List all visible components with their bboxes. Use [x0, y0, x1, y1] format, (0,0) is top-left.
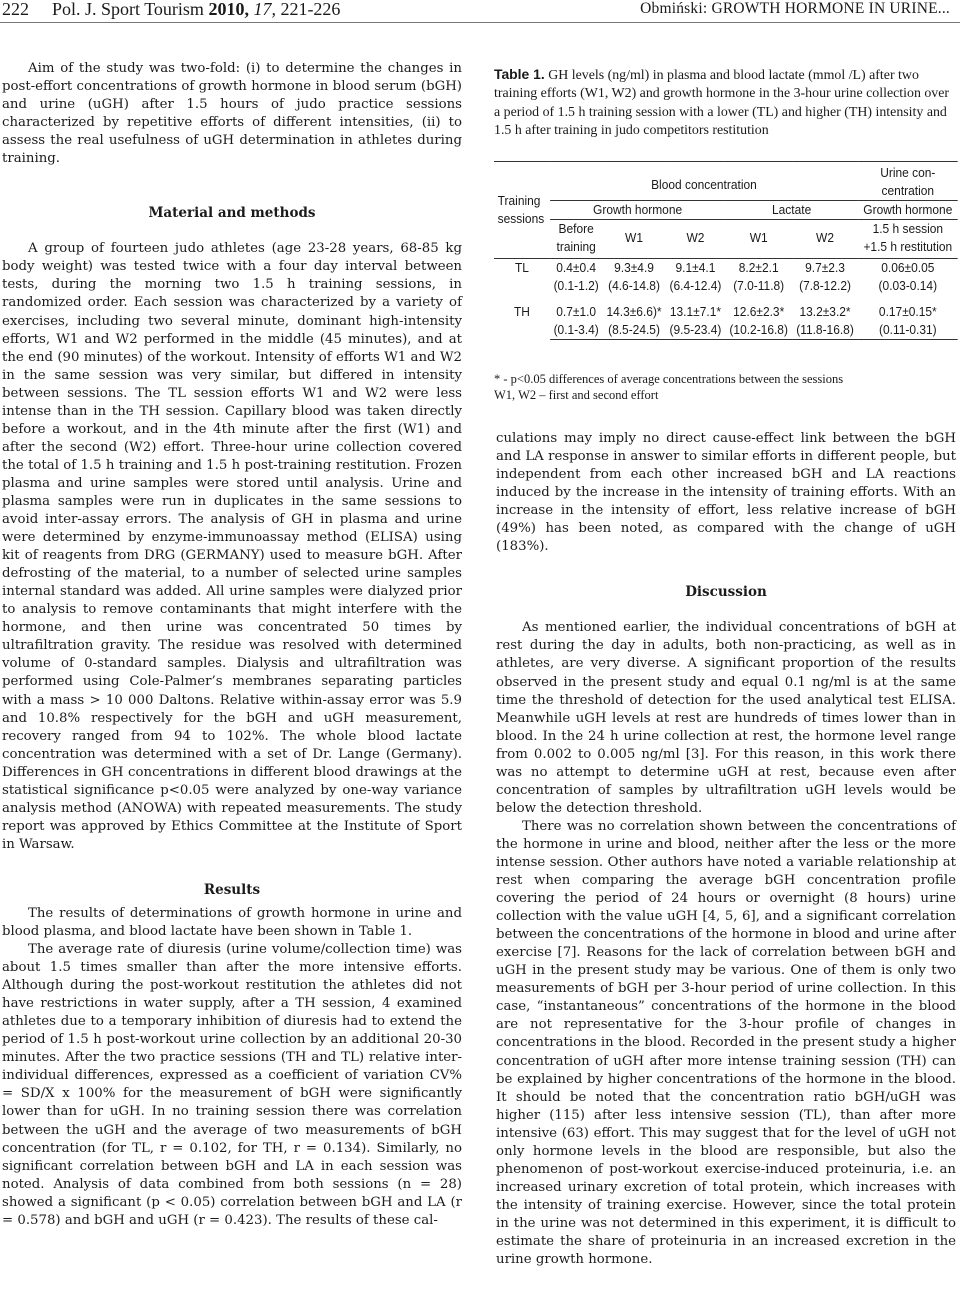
- cell-tl-la-w1-range: (7.0-11.8): [733, 278, 785, 293]
- header-rule: [0, 22, 960, 23]
- cell-tl-la-w1: 8.2±2.1: [725, 259, 792, 278]
- header-la-w1: W1: [749, 230, 768, 245]
- header-blood-concentration: Blood concentration: [550, 162, 858, 201]
- header-training-word: training: [556, 239, 596, 254]
- cell-th-la-w2-range: (11.8-16.8): [792, 321, 858, 340]
- cell-th-gh-w1-range: (8.5-24.5): [602, 321, 665, 340]
- journal-citation: [52, 0, 340, 20]
- table-label: Table 1.: [494, 66, 545, 82]
- footnote-efforts: W1, W2 – first and second effort: [494, 387, 659, 402]
- journal-year: 2010,: [208, 0, 249, 19]
- cell-th-gh-w2: 13.1±7.1*: [669, 304, 722, 319]
- journal-volume: 17,: [253, 0, 276, 19]
- header-urine-line-1: Urine con-: [880, 165, 936, 180]
- cell-th-urine-range: (0.11-0.31): [858, 321, 958, 340]
- table-row-spacer: [494, 295, 958, 303]
- cell-session-tl: TL: [494, 259, 550, 296]
- header-la-w2: W2: [816, 230, 834, 245]
- cell-th-gh-w2-range: (9.5-23.4): [666, 321, 726, 340]
- running-title: Obmiński: GROWTH HORMONE IN URINE...: [640, 0, 950, 17]
- methods-heading: Material and methods: [148, 205, 316, 222]
- header-rest-line-1: 1.5 h session: [872, 221, 944, 236]
- header-growth-hormone-urine: Growth hormone: [858, 201, 958, 220]
- cell-th-before: 0.7±1.0: [556, 304, 597, 319]
- results-paragraph-1: The results of determinations of growth hormone in urine and blood plasma, and blood lactate have been shown in Table 1.: [2, 905, 462, 940]
- discussion-heading: Discussion: [685, 584, 767, 601]
- aim-paragraph: Aim of the study was two-fold: (i) to determine the changes in post-effort concentrations of growth hormone in blood serum (bGH) and urine (uGH) after 1.5 hours of judo practice sessions characterized by repetitive efforts of different intensities, (ii) to assess the real usefulness of uGH determination in athletes during training.: [2, 61, 462, 167]
- table-row-tl-range: [494, 277, 958, 295]
- journal-name: Pol. J. Sport Tourism: [52, 0, 204, 19]
- header-before-training: [550, 220, 603, 257]
- cell-tl-la-w2-range: (7.8-12.2): [799, 278, 851, 293]
- cell-tl-la-w2: 9.7±2.3: [792, 259, 858, 278]
- results-paragraph-2: The average rate of diuresis (urine volume/collection time) was about 1.5 times smaller than after the more intensive efforts. Although during the post-workout restitution the athletes did not have restrictions in water supply, after a TH session, 4 examined athletes due to a temporary inhibition of diuresis had to extend the period of 1.5 h post-workout urine collection by an additional 20-30 minutes. After the two practice sessions (TH and TL) relative inter-individual differences, expressed as a coefficient of variation CV% = SD/X x 100% for the measurement of bGH were significantly lower than for uGH. In no training session there was correlation between the uGH and the average of two measurements of bGH concentration (for TL, r = 0.102, for TH, r = 0.134). Similarly, no significant correlation between bGH and LA in each session was noted. Analysis of data combined from both sessions (n = 28) showed a significant (p < 0.05) correlation between bGH and LA (r = 0.578) and bGH and uGH (r = 0.423). The results of these cal-: [2, 942, 462, 1228]
- header-sessions: sessions: [497, 211, 545, 226]
- cell-tl-gh-w1-range: (4.6-14.8): [608, 278, 660, 293]
- table-header-row-2: [494, 201, 958, 220]
- cell-tl-gh-w2: 9.1±4.1: [666, 259, 726, 278]
- header-gh-w1: W1: [625, 230, 643, 245]
- cell-th-before-range: (0.1-3.4): [550, 321, 603, 340]
- cell-tl-gh-w2-range: (6.4-12.4): [669, 278, 722, 293]
- table-caption-text: GH levels (ng/ml) in plasma and blood lactate (mmol /L) after two training efforts (W1, W2) and growth hormone in the 3-hour urine collection over a period of 1.5 h training session with a lower (TL) and higher (TH) intensity and 1.5 h after training in judo competitors restitution: [494, 68, 950, 138]
- table-header-row-3: [494, 220, 958, 257]
- table-caption: [494, 65, 958, 140]
- cell-tl-urine-range: (0.03-0.14): [878, 278, 938, 293]
- results-continuation: culations may imply no direct cause-effect link between the bGH and LA response in answer to similar efforts in different people, but independent from each other increased bGH and LA reactions induced by the increase in the intensity of training efforts. With an increase in the intensity of effort, less relative increase of bGH (49%) has been noted, as compared with the change of uGH (183%).: [496, 431, 956, 555]
- results-heading: Results: [203, 881, 261, 898]
- header-restitution: [858, 220, 958, 257]
- header-rest-line-2: +1.5 h restitution: [863, 239, 953, 254]
- cell-tl-urine: 0.06±0.05: [858, 259, 958, 278]
- table-header-row-1: [494, 162, 958, 201]
- methods-paragraph: A group of fourteen judo athletes (age 23-28 years, 68-85 kg body weight) was tested twice with a four day interval between tests, during the morning two 1.5 h training sessions, in randomized order. Each session was characterized by a variety of exercises, including two several minute, dominant high-intensity efforts, W1 and W2 performed in the middle (45 minutes), and at the end (90 minutes) of the workout. Intensity of efforts W1 and W2 in the same session was very similar, but differed in intensity between sessions. The TL session efforts W1 and W2 were less intense than in the TH session. Capillary blood was taken directly before a workout, and in the 4th minute after the first (W1) and after the second (W2) effort. Three-hour urine collection covered the total of 1.5 h training and 1.5 h post-training restitution. Frozen plasma and urine samples were stored until analysis. Urine and plasma samples were run in duplicates in the same sessions to avoid inter-assay errors. The analysis of GH in plasma and urine were determined by enzyme-immunoassay method (ELISA) using kit of reagents from DRG (GERMANY) used to measure bGH. After defrosting of the material, to a number of selected urine samples internal standard was added. All urine samples were dialyzed prior to analysis to remove contaminants that might interfere with the hormone, and then urine was concentrated 50 times by ultrafiltration gravity. The residue was resolved with determined volume of 0-standard samples. Dialysis and ultrafiltration was performed using Cole-Palmer’s membranes separating particles with a mass > 10 000 Daltons. Relative within-assay error was 5.9 and 10.8% respectively for the bGH and uGH measurement, recovery ranged from 94 to 102%. The whole blood lactate concentration was determined with a set of Dr. Lange (Germany). Differences in GH concentrations in different blood drawings at the statistical significance p<0.05 were analyzed by one-way variance analysis method (ANOWA) with repeated measurements. The study report was approved by Ethics Committee at the Institute of Sport in Warsaw.: [2, 241, 462, 852]
- cell-session-th: TH: [513, 304, 530, 319]
- header-training: Training: [497, 193, 541, 208]
- table-row-th-range: [494, 321, 958, 340]
- header-gh-w2: W2: [686, 230, 705, 245]
- cell-th-la-w1: 12.6±2.3*: [733, 304, 785, 319]
- table-footnote: [494, 372, 958, 403]
- discussion-paragraph-2: There was no correlation shown between the concentrations of the hormone in urine and blood, neither after the less or the more intense session. Other authors have noted a variable relationship at rest when comparing the average bGH concentration profile covering the period of 24 hours or overnight (8 hours) urine collection with the value uGH [4, 5, 6], and a significant correlation between the concentrations of the hormone in blood and urine after exercise [7]. Reasons for the lack of correlation between bGH and uGH in the present study may be various. One of them is only two measurements of bGH per 3-hour period of urine collection. In this case, “instantaneous” concentrations of the hormone in the blood are not representative for the 3-hour profile of changes in concentrations in the blood. Recorded in the present study a higher concentration of uGH after more intense training session (TH) can be explained by higher concentrations of the hormone in the blood. It should be noted that the concentration ratio bGH/uGH was higher (115) after less intensive session (TL), than after more intensive (63) effort. This may suggest that for the level of uGH not only hormone levels in the blood are responsible, but also the phenomenon of post-workout exercise-induced proteinuria, i.e. an increased urinary excretion of total protein, which increases with the intensity of training exercise. However, since the total protein in the urine was not determined in this experiment, it is difficult to estimate the share of proteinuria in an increased excretion in the urine growth hormone.: [496, 818, 956, 1268]
- discussion-paragraph-1: As mentioned earlier, the individual concentrations of bGH at rest during the day in adults, both non-practicing, as well as in athletes, are very diverse. A significant proportion of the results observed in the present study and equal 0.1 ng/ml is at the same time the threshold of detection for the used analytical test ELISA. Meanwhile uGH levels at rest are hundreds of times lower than in blood. In the 24 h urine collection at rest, the hormone level range from 0.002 to 0.005 ng/ml [3]. For this reason, in this work there was no attempt to determine uGH at rest, because even after concentration of samples by ultrafiltration uGH levels would be below the detection threshold.: [496, 620, 956, 816]
- header-urine-concentration: [858, 162, 958, 201]
- cell-th-urine: 0.17±0.15*: [878, 304, 937, 319]
- right-column: [496, 430, 956, 1269]
- footnote-significance: * - p<0.05 differences of average concentrations between the sessions: [494, 372, 844, 386]
- cell-tl-before: 0.4±0.4: [550, 259, 603, 278]
- table-row-tl: [494, 259, 958, 278]
- cell-th-la-w2: 13.2±3.2*: [799, 304, 851, 319]
- left-column: [2, 60, 462, 1230]
- cell-th-gh-w1: 14.3±6.6)*: [606, 304, 662, 319]
- cell-tl-gh-w1: 9.3±4.9: [602, 259, 665, 278]
- header-lactate: Lactate: [725, 201, 858, 220]
- header-urine-line-2: centration: [881, 183, 935, 198]
- table-row-th: [494, 303, 958, 321]
- header-training-sessions: [494, 162, 550, 259]
- results-table: [494, 161, 958, 340]
- cell-th-la-w1-range: (10.2-16.8): [725, 321, 792, 340]
- page-header: [0, 0, 960, 24]
- journal-pages: 221-226: [280, 0, 341, 19]
- header-before: Before: [558, 221, 594, 236]
- header-growth-hormone: Growth hormone: [550, 201, 725, 220]
- table-block: [494, 65, 958, 402]
- cell-tl-before-range: (0.1-1.2): [553, 278, 599, 293]
- page-number: 222: [2, 0, 29, 19]
